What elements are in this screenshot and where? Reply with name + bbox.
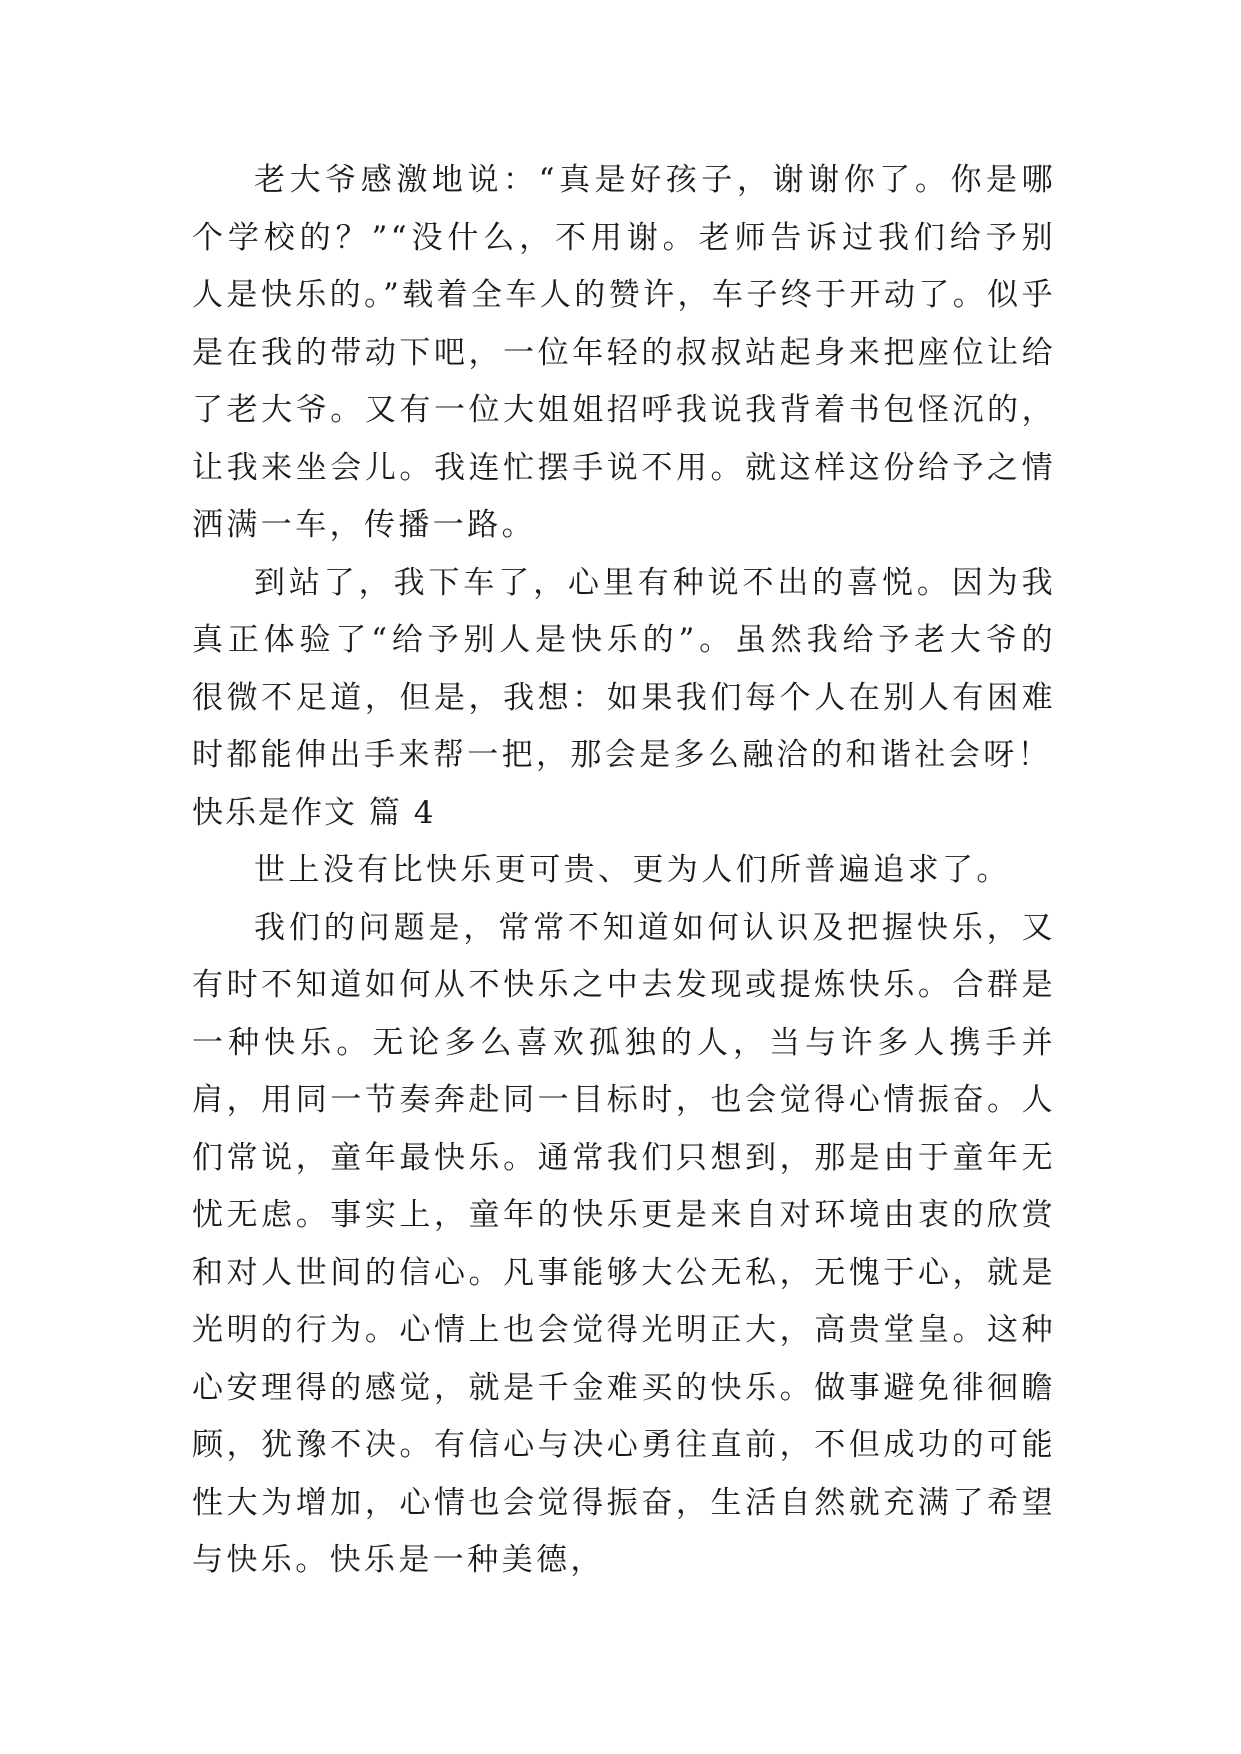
paragraph-happiness-essay: 我们的问题是，常常不知道如何认识及把握快乐，又有时不知道如何从不快乐之中去发现或提炼快乐。合群是一种快乐。无论多么喜欢孤独的人，当与许多人携手并肩，用同一节奏奔赴同一目标时，也会觉得心情振奋。人们常说，童年最快乐。通常我们只想到，那是由于童年无忧无虑。事实上，童年的快乐更是来自对环境由衷的欣赏和对人世间的信心。凡事能够大公无私，无愧于心，就是光明的行为。心情上也会觉得光明正大，高贵堂皇。这种心安理得的感觉，就是千金难买的快乐。做事避免徘徊瞻顾，犹豫不决。有信心与决心勇往直前，不但成功的可能性大为增加，心情也会觉得振奋，生活自然就充满了希望与快乐。快乐是一种美德， xyxy=(192,909,1056,1578)
paragraph-happiness-precious: 世上没有比快乐更可贵、更为人们所普遍追求了。 xyxy=(254,852,1011,888)
section-heading: 快乐是作文 篇 4 xyxy=(192,794,436,831)
paragraph-bus-thanks: 老大爷感激地说：“真是好孩子，谢谢你了。你是哪个学校的？”“没什么，不用谢。老师告诉过我们给予别人是快乐的。”载着全车人的赞许，车子终于开动了。似乎是在我的带动下吧，一位年轻的叔叔站起身来把座位让给了老大爷。又有一位大姐姐招呼我说我背着书包怪沉的，让我来坐会儿。我连忙摆手说不用。就这样这份给予之情洒满一车，传播一路。 xyxy=(192,162,1056,543)
paragraph-arrival: 到站了，我下车了，心里有种说不出的喜悦。因为我真正体验了“给予别人是快乐的”。虽然我给予老大爷的很微不足道，但是，我想：如果我们每个人在别人有困难时都能伸出手来帮一把，那会是多么融洽的和谐社会呀！ xyxy=(192,564,1056,773)
document-body xyxy=(192,152,1056,1590)
